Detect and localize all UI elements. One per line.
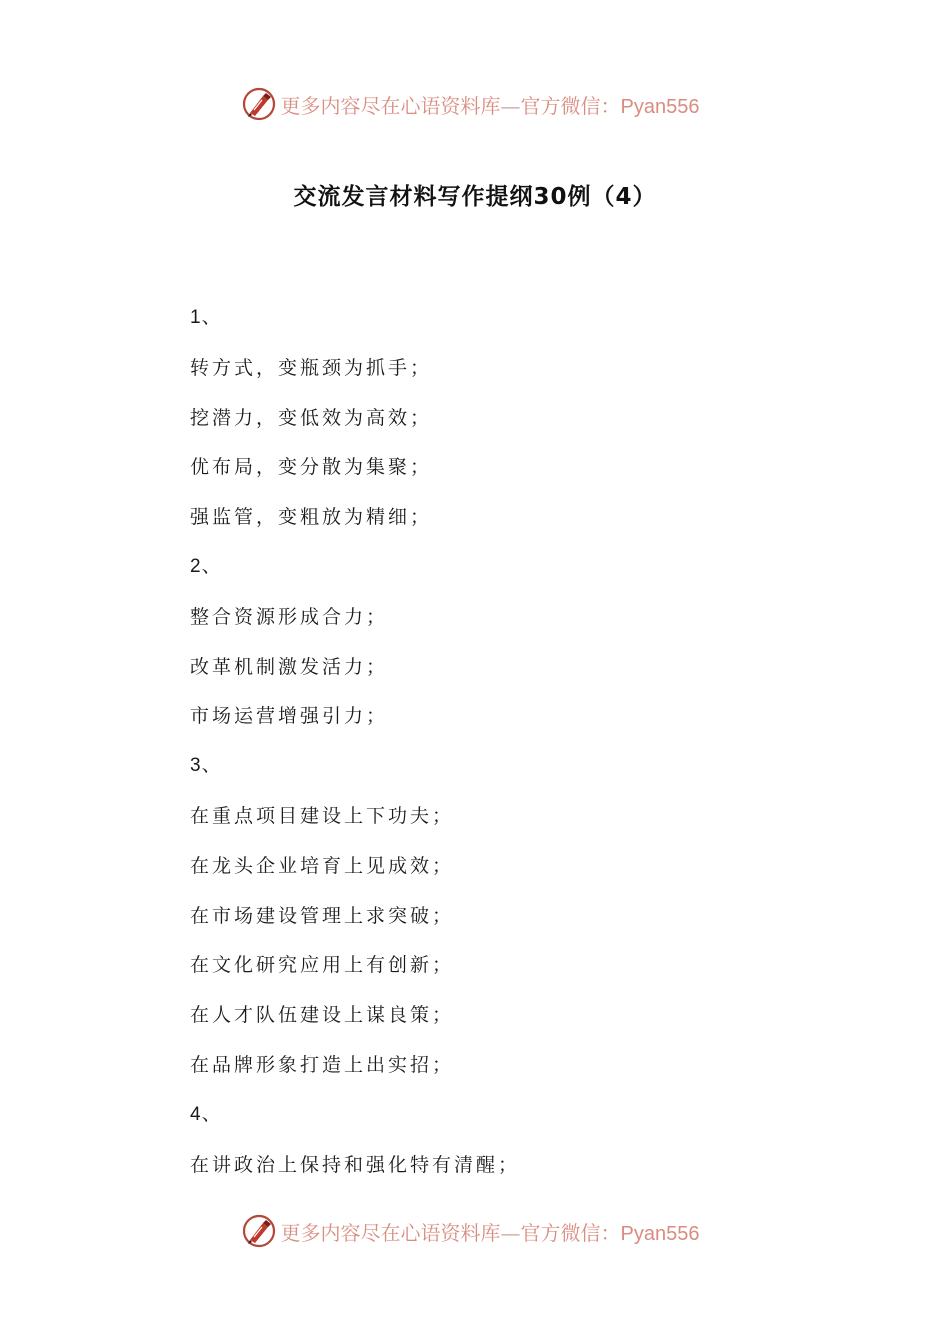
outline-item: 强监管，变粗放为精细； xyxy=(190,506,433,529)
outline-item: 在市场建设管理上求突破； xyxy=(190,904,455,927)
outline-item: 在品牌形象打造上出实招； xyxy=(190,1053,455,1076)
outline-item: 在讲政治上保持和强化特有清醒； xyxy=(190,1153,521,1176)
outline-item: 在文化研究应用上有创新； xyxy=(190,954,455,977)
outline-item: 挖潜力，变低效为高效； xyxy=(190,406,433,429)
footer-banner-text xyxy=(281,1217,700,1246)
section-number: 3、 xyxy=(190,755,222,777)
outline-item: 整合资源形成合力； xyxy=(190,605,389,628)
footer-banner xyxy=(0,1211,950,1251)
outline-item: 在龙头企业培育上见成效； xyxy=(190,854,455,877)
outline-item: 改革机制激发活力； xyxy=(190,655,389,678)
outline-item: 市场运营增强引力； xyxy=(190,705,389,728)
section-number: 1、 xyxy=(190,307,222,328)
header-banner-wechat-id: Pyan556 xyxy=(620,95,700,118)
document-body xyxy=(190,300,870,1196)
section-number: 4、 xyxy=(190,1103,222,1125)
pen-nib-logo-icon xyxy=(241,1213,277,1249)
header-banner-slogan: 更多内容尽在心语资料库 xyxy=(280,93,501,118)
header-banner-content xyxy=(241,86,700,122)
outline-item: 在重点项目建设上下功夫； xyxy=(190,804,455,827)
outline-item: 转方式，变瓶颈为抓手； xyxy=(190,356,433,379)
document-title: 交流发言材料写作提纲30例（4） xyxy=(293,184,657,210)
footer-banner-slogan: 更多内容尽在心语资料库 xyxy=(280,1220,501,1245)
pen-nib-logo-icon xyxy=(241,86,277,122)
footer-banner-wechat-label: 官方微信： xyxy=(520,1220,621,1245)
outline-item: 优布局，变分散为集聚； xyxy=(190,456,433,479)
footer-banner-separator: — xyxy=(500,1220,521,1245)
header-banner xyxy=(0,84,950,124)
footer-banner-wechat-id: Pyan556 xyxy=(620,1222,700,1245)
header-banner-separator: — xyxy=(500,93,521,118)
outline-item: 在人才队伍建设上谋良策； xyxy=(190,1004,455,1027)
header-banner-wechat-label: 官方微信： xyxy=(520,93,621,118)
header-banner-text xyxy=(281,90,700,119)
footer-banner-content xyxy=(241,1213,700,1249)
section-number: 2、 xyxy=(190,555,222,577)
